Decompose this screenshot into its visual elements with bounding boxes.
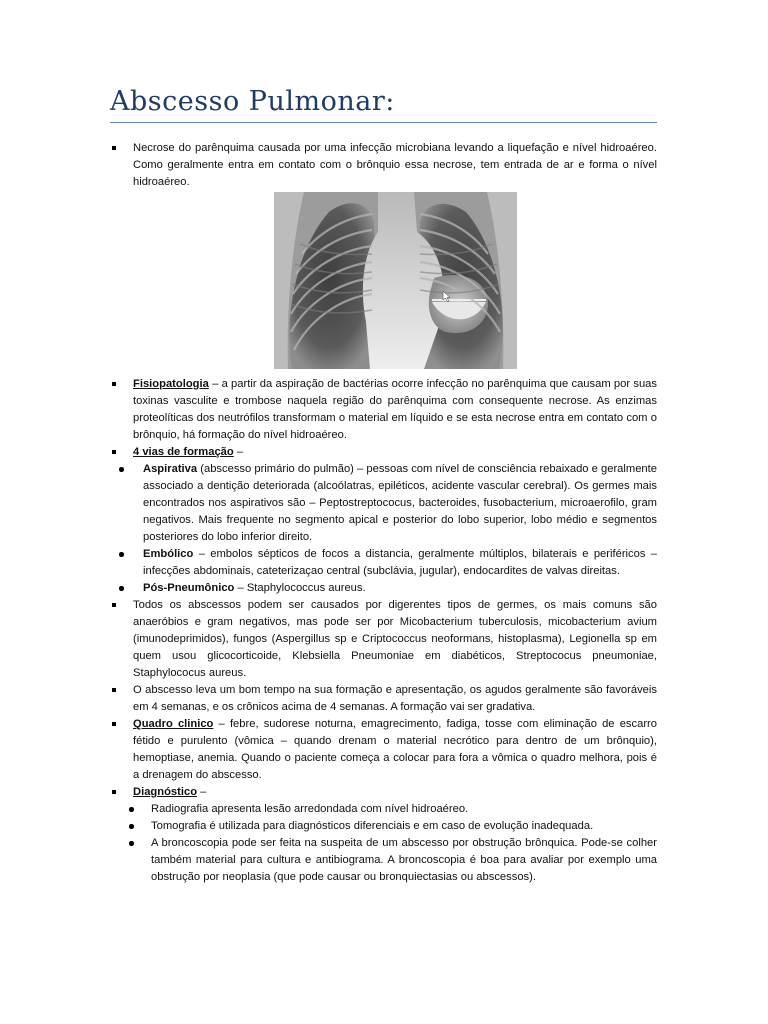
radiografia-text: Radiografia apresenta lesão arredondada com nível hidroaéreo. [151,803,469,815]
diagnostico-suffix: – [197,786,207,798]
aspirativa-text: (abscesso primário do pulmão) – pessoas com nível de consciência rebaixado e geralmente associado a dentição deteriorada (alcoólatras, epiléticos, acidente vascular cerebral). Os germes mais encontrados nos aspirativos são – Peptostreptococus, bacteroides, fusobacterium, microaerofilo, gram negativos. Mais frequente no segmento apical e posterior do lobo superior, lobo médio e segmentos posteriores do lobo inferior direito. [143,463,657,543]
fisiopatologia-text: – a partir da aspiração de bactérias ocorre infecção no parênquima que causam por suas toxinas vasculite e trombose naquela região do parênquima com consequente necrose. As enzimas proteolíticas dos neutrófilos transformam o material em líquido e se esta necrose entra em contato com o brônquio, há formação do nível hidroaéreo. [133,378,657,441]
page-title: Abscesso Pulmonar: [110,86,395,117]
tomografia-text: Tomografia é utilizada para diagnósticos diferenciais e em caso de evolução inadequada. [151,820,594,832]
list-item-fisiopatologia [110,376,657,444]
square-bullet-icon [112,450,116,454]
round-bullet-icon [119,552,124,557]
round-bullet-icon [119,586,124,591]
list-item-embolico [110,546,657,580]
xray-illustration [274,192,517,369]
document-body [110,140,657,886]
list-item-diagnostico [110,784,657,801]
list-item-quadro-clinico [110,716,657,784]
list-item-vias [110,444,657,461]
vias-suffix: – [233,446,244,458]
aspirativa-term: Aspirativa [143,463,198,475]
square-bullet-icon [112,603,116,607]
round-bullet-icon [119,467,124,472]
square-bullet-icon [112,146,116,150]
round-bullet-icon [129,824,134,829]
square-bullet-icon [112,382,116,386]
list-item-radiografia [110,801,657,818]
list-item-pos-pneumonico [110,580,657,597]
list-item-aspirativa [110,461,657,546]
tempo-text: O abscesso leva um bom tempo na sua formação e apresentação, os agudos geralmente são favoráveis em 4 semanas, e os crônicos acima de 4 semanas. A formação vai ser gradativa. [133,684,657,713]
list-item-tempo [110,682,657,716]
pos-pneumonico-term: Pós-Pneumônico [143,582,235,594]
quadro-heading: Quadro clinico [133,718,214,730]
intro-text: Necrose do parênquima causada por uma infecção microbiana levando a liquefação e nível hidroaéreo. Como geralmente entra em contato com o brônquio essa necrose, tem entrada de ar e forma o nível hidroaéreo. [133,142,657,188]
list-item-germes [110,597,657,682]
round-bullet-icon [129,807,134,812]
square-bullet-icon [112,688,116,692]
round-bullet-icon [129,841,134,846]
chest-xray-image [274,192,517,369]
embolico-term: Embólico [143,548,194,560]
pos-pneumonico-text: – Staphylococcus aureus. [234,582,366,594]
fisiopatologia-heading: Fisiopatologia [133,378,209,390]
square-bullet-icon [112,722,116,726]
germes-text: Todos os abscessos podem ser causados por digerentes tipos de germes, os mais comuns são anaeróbios e gram negativos, mas pode ser por Micobacterium tuberculosis, micobacterium avium (imunodeprimidos), fungos (Aspergillus sp e Criptococcus neoformans, histoplasma), Legionella sp em quem usou glicocorticoide, Klebsiella Pneumoniae em diabéticos, Streptococus pneumoniae, Staphylococus aureus. [133,599,657,679]
vias-heading: 4 vias de formação [133,446,234,458]
broncoscopia-text: A broncoscopia pode ser feita na suspeita de um abscesso por obstrução brônquica. Pode-se colher também material para cultura e antibiograma. A broncoscopia é boa para avaliar por exemplo uma obstrução por neoplasia (que pode causar ou bronquiectasias ou abscessos). [151,837,657,883]
list-item-intro [110,140,657,191]
title-underline [110,122,657,123]
quadro-text: – febre, sudorese noturna, emagrecimento, fadiga, tosse com eliminação de escarro fétido e purulento (vômica – quando drenam o material necrótico para dentro de um brônquio), hemoptiase, anemia. Quando o paciente começa a colocar para fora a vômica o quadro melhora, pois é a drenagem do abscesso. [133,718,657,781]
square-bullet-icon [112,790,116,794]
diagnostico-heading: Diagnóstico [133,786,198,798]
list-item-tomografia [110,818,657,835]
embolico-text: – embolos sépticos de focos a distancia, geralmente múltiplos, bilaterais e periféricos – infecções abdominais, cateterizaçao central (subclávia, jugular), endocardites de valvas direitas. [143,548,657,577]
list-item-broncoscopia [110,835,657,886]
